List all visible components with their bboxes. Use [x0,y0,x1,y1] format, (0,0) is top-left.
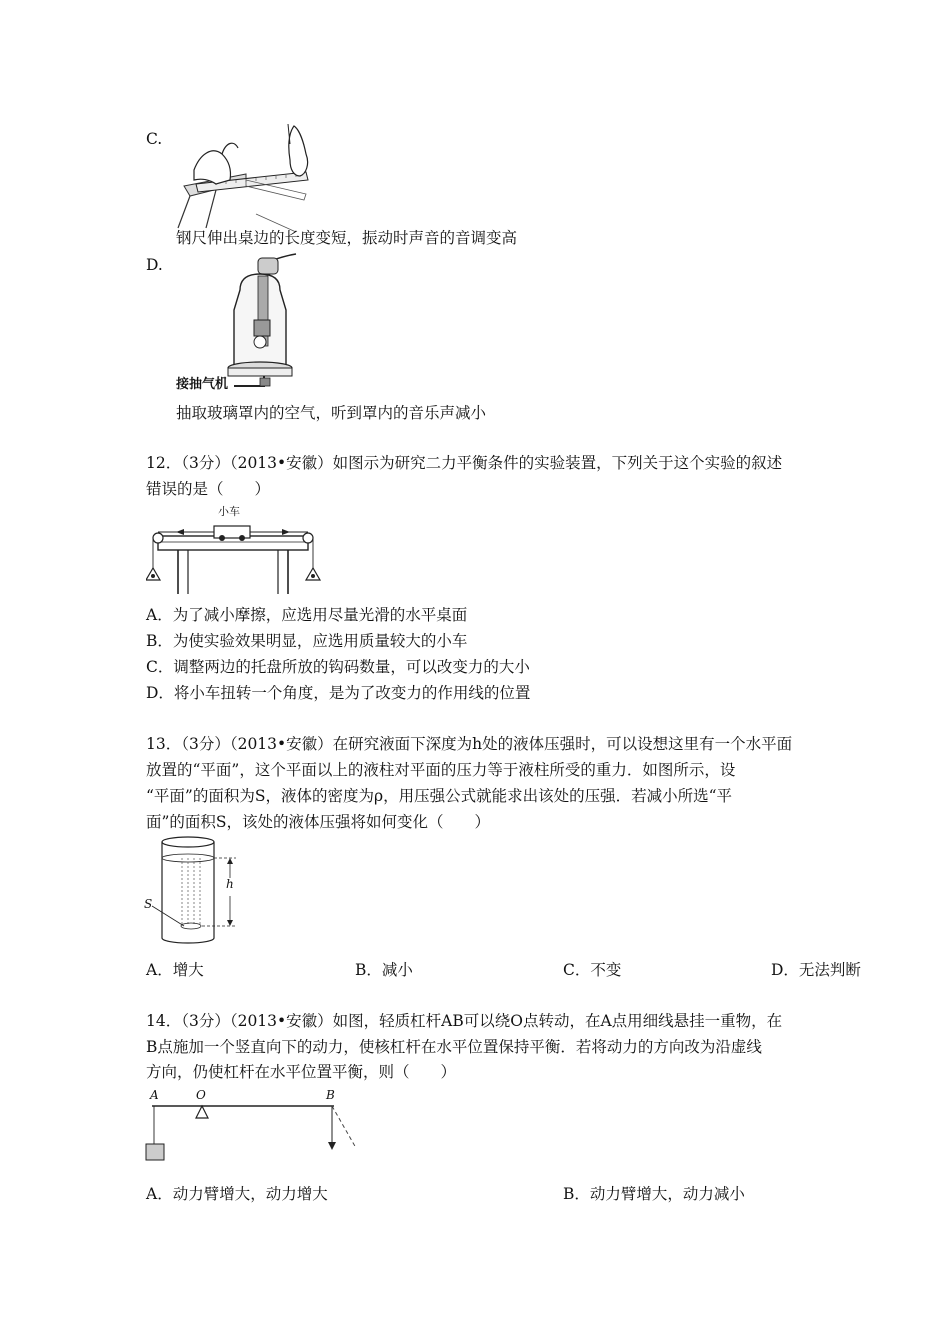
q12-option-a: A．为了减小摩擦，应选用尽量光滑的水平桌面 [146,606,468,624]
q14-stem-line2: B点施加一个竖直向下的动力，使核杠杆在水平位置保持平衡．若将动力的方向改为沿虚线 [146,1038,762,1056]
q13-option-b: B．减小 [355,961,413,979]
q11-option-c-caption: 钢尺伸出桌边的长度变短，振动时声音的音调变高 [176,229,518,247]
q13-option-c: C．不变 [563,961,622,979]
q14-stem-line3: 方向，仍使杠杆在水平位置平衡，则（ ） [146,1063,457,1081]
two-force-balance-figure [146,506,322,596]
q14-stem-line1: 14．（3分）（2013•安徽）如图，轻质杠杆AB可以绕O点转动，在A点用细线悬挂一重物，在 [146,1012,783,1030]
q12-stem-line1: 12．（3分）（2013•安徽）如图示为研究二力平衡条件的实验装置，下列关于这个实验的叙述 [146,454,783,472]
q13-stem-line2: 放置的“平面”，这个平面以上的液柱对平面的压力等于液柱所受的重力．如图所示，设 [146,761,736,779]
q12-option-b: B．为使实验效果明显，应选用质量较大的小车 [146,632,468,650]
q12-option-c: C．调整两边的托盘所放的钩码数量，可以改变力的大小 [146,658,530,676]
q14-option-b: B．动力臂增大，动力减小 [563,1185,745,1203]
q12-option-d: D．将小车扭转一个角度，是为了改变力的作用线的位置 [146,684,531,702]
q11-option-d-caption: 抽取玻璃罩内的空气，听到罩内的音乐声减小 [176,404,487,422]
q11-option-d-fig-label: 接抽气机 [176,377,229,392]
q12-stem-line2: 错误的是（ ） [146,480,271,498]
q13-stem-line4: 面”的面积S，该处的液体压强将如何变化（ ） [146,813,491,831]
q12-fig-label-cart: 小车 [218,505,240,518]
q11-option-c-label: C. [146,130,163,148]
q14-fig-label-o: O [196,1088,206,1102]
q13-fig-label-s: S [144,897,153,911]
q14-fig-label-a: A [150,1088,159,1102]
q13-option-a: A．增大 [146,961,204,979]
q13-option-d: D．无法判断 [771,961,861,979]
liquid-column-figure [144,834,248,948]
q13-stem-line1: 13．（3分）（2013•安徽）在研究液面下深度为h处的液体压强时，可以设想这里有一个水平面 [146,735,793,753]
q13-fig-label-h: h [226,877,234,891]
q14-fig-label-b: B [326,1088,335,1102]
q13-stem-line3: “平面”的面积为S，液体的密度为ρ，用压强公式就能求出该处的压强．若减小所选“平 [146,787,733,805]
q11-option-d-label: D. [146,256,163,274]
q14-option-a: A．动力臂增大，动力增大 [146,1185,328,1203]
steel-ruler-figure [176,124,326,232]
